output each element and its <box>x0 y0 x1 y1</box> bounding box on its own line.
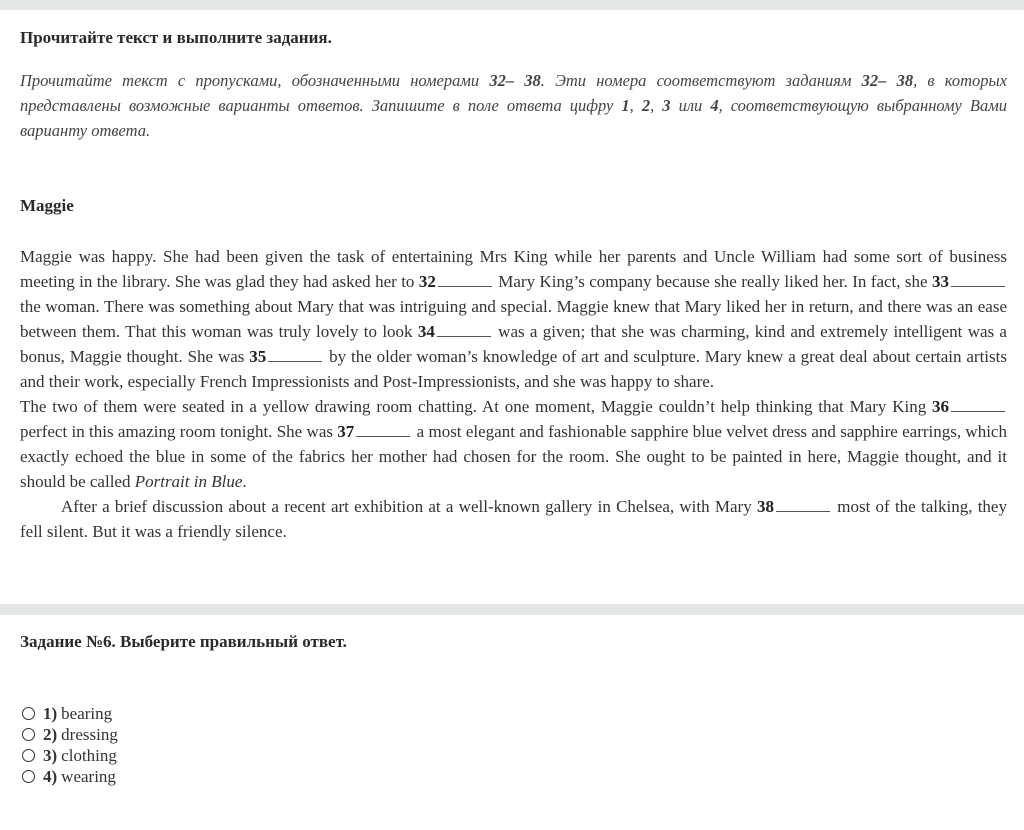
gap-blank <box>776 497 830 512</box>
story-paragraph-1 <box>20 244 1007 394</box>
instruction-text: . Эти номера соответствуют заданиям <box>540 71 862 90</box>
radio-button-icon[interactable] <box>22 770 35 783</box>
question-section <box>0 615 1024 786</box>
option-label: wearing <box>61 766 116 786</box>
story-text <box>20 244 1007 544</box>
option-number: 4) <box>43 766 58 786</box>
instruction-text: Прочитайте текст с пропусками, обозначенными номерами <box>20 71 490 90</box>
story-title: Maggie <box>20 196 74 215</box>
story-text-span: Mary King’s company because she really liked her. In fact, she <box>493 272 932 291</box>
gap-blank <box>438 272 492 287</box>
story-text-span: perfect in this amazing room tonight. She was <box>20 422 338 441</box>
instruction-digit: 3 <box>662 96 671 115</box>
gap-blank <box>268 347 322 362</box>
gap-blank <box>951 397 1005 412</box>
instruction-text: , в которых представлены возможные варианты ответов. Запишите в поле ответа цифру <box>20 71 1008 115</box>
instruction-text: , <box>629 96 642 115</box>
story-text-span: a most elegant and fashionable sapphire blue velvet dress and sapphire earrings, which exactly echoed the blue in some of the fabrics her mother had chosen for the room. She ought to be painted in here, Maggie thought, and it should be called <box>20 422 1007 491</box>
gap-blank <box>951 272 1005 287</box>
story-paragraph-2 <box>20 394 1007 494</box>
gap-number-38: 38 <box>756 497 774 516</box>
option-label: clothing <box>61 745 117 765</box>
answer-option-2[interactable] <box>20 724 118 745</box>
instruction-digit: 2 <box>641 96 651 115</box>
radio-button-icon[interactable] <box>22 728 35 741</box>
option-number: 1) <box>43 703 58 723</box>
instruction-range: 32– 38 <box>861 71 914 90</box>
instruction-text: или <box>670 96 711 115</box>
gap-number-36: 36 <box>932 397 949 416</box>
answer-option-4[interactable] <box>20 766 118 787</box>
story-text-span: by the older woman’s knowledge of art and sculpture. Mary knew a great deal about certain artists and their work, especially French Impressionists and Post-Impressionists, and she was happy to share. <box>20 347 1007 391</box>
story-text-span: the woman. There was something about Mary that was intriguing and special. Maggie knew that Mary liked her in return, and there was an ease between them. That this woman was truly lovely to look <box>20 297 1007 341</box>
gap-number-34: 34 <box>417 322 435 341</box>
question-heading: Задание №6. Выберите правильный ответ. <box>20 632 347 651</box>
story-text-span: Maggie was happy. She had been given the task of entertaining Mrs King while her parents and Uncle William had some sort of business meeting in the library. She was glad they had asked her to <box>20 247 1007 291</box>
instruction-range: 32– 38 <box>489 71 541 90</box>
reading-task-section <box>0 10 1024 544</box>
answer-options <box>20 703 118 787</box>
gap-number-37: 37 <box>337 422 355 441</box>
story-paragraph-3 <box>20 494 1007 544</box>
instruction-digit: 4 <box>710 96 719 115</box>
top-band <box>0 0 1024 10</box>
gap-blank <box>437 322 491 337</box>
radio-button-icon[interactable] <box>22 707 35 720</box>
story-text-span: The two of them were seated in a yellow drawing room chatting. At one moment, Maggie couldn’t help thinking that Mary King <box>20 397 932 416</box>
gap-number-33: 33 <box>932 272 949 291</box>
painting-title: Portrait in Blue <box>134 472 243 491</box>
task-heading: Прочитайте текст и выполните задания. <box>20 28 332 47</box>
answer-option-1[interactable] <box>20 703 118 724</box>
option-number: 2) <box>43 724 58 744</box>
option-label: bearing <box>61 703 113 723</box>
gap-number-32: 32 <box>418 272 436 291</box>
option-label: dressing <box>61 724 118 744</box>
answer-option-3[interactable] <box>20 745 118 766</box>
task-instruction <box>20 68 1007 143</box>
option-number: 3) <box>43 745 58 765</box>
story-text-span: After a brief discussion about a recent art exhibition at a well-known gallery in Chelsea, with Mary <box>61 497 757 516</box>
radio-button-icon[interactable] <box>22 749 35 762</box>
story-text-span: . <box>242 472 247 491</box>
story-text-span: was a given; that she was charming, kind and extremely intelligent was a bonus, Maggie thought. She was <box>20 322 1007 366</box>
instruction-text: , соответствующую выбранному Вами варианту ответа. <box>20 96 1008 140</box>
gap-blank <box>356 422 410 437</box>
section-divider <box>0 604 1024 615</box>
instruction-digit: 1 <box>621 96 630 115</box>
gap-number-35: 35 <box>249 347 267 366</box>
instruction-text: , <box>650 96 663 115</box>
story-text-span: most of the talking, they fell silent. But it was a friendly silence. <box>20 497 1007 541</box>
